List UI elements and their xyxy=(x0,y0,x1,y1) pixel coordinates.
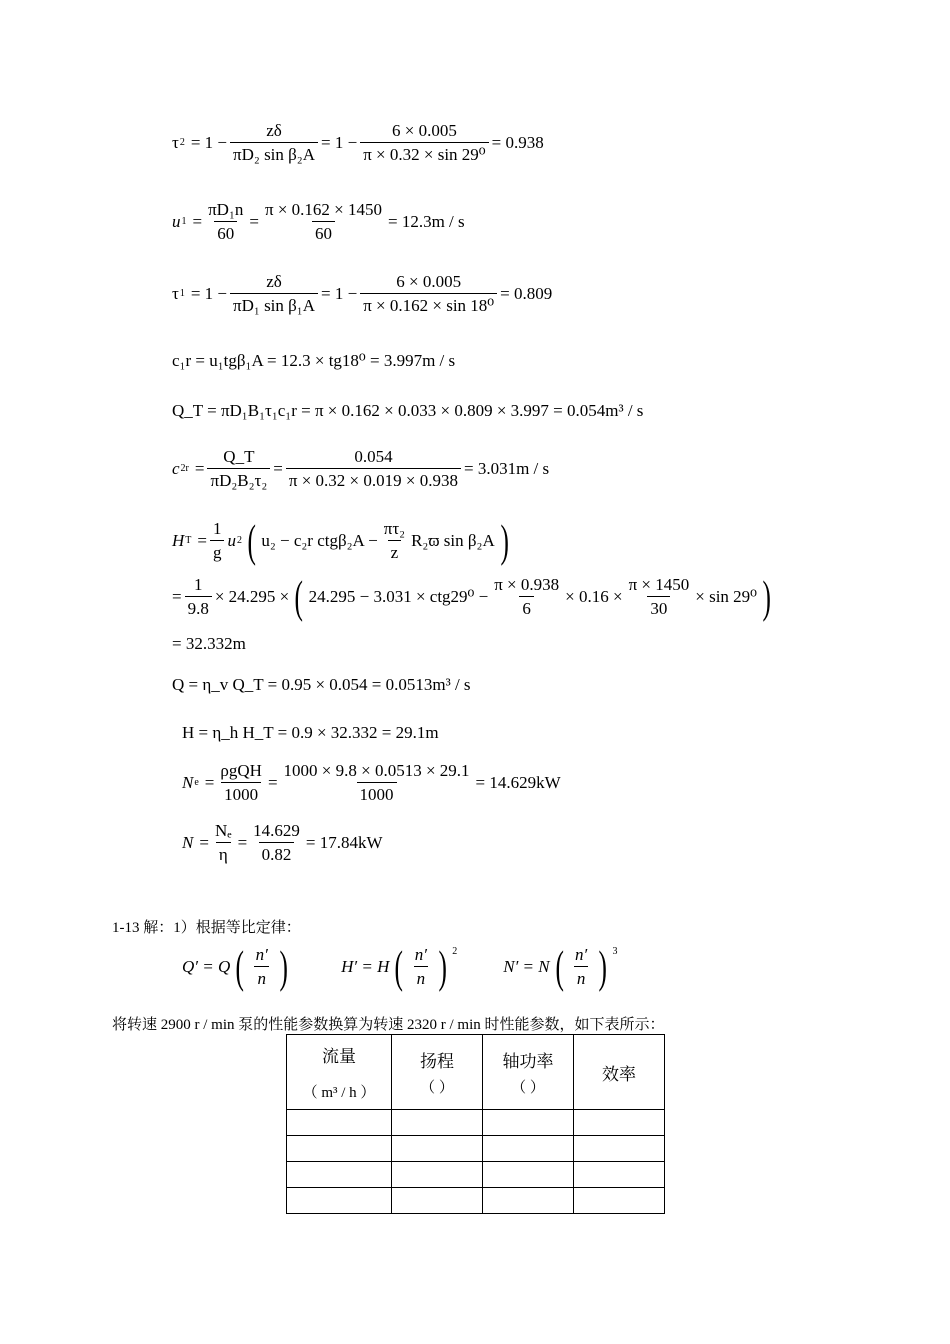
left-paren: ( xyxy=(235,941,245,992)
equation-QT xyxy=(172,402,643,419)
table-cell xyxy=(392,1188,483,1214)
numerator: Q_T xyxy=(223,447,255,466)
result: = 3.031m / s xyxy=(464,459,550,478)
table-row xyxy=(287,1110,665,1136)
equals: = xyxy=(192,212,203,231)
exponent: 2 xyxy=(452,945,458,957)
numerator: Nₑ xyxy=(214,821,232,840)
subscript: 2 xyxy=(179,136,185,148)
numerator: 1 xyxy=(212,519,222,539)
equation-text: × 24.295 × xyxy=(214,587,290,607)
equals: = xyxy=(194,459,205,478)
fraction xyxy=(212,822,235,863)
denominator: π × 0.32 × sin 29⁰ xyxy=(360,142,488,163)
fraction xyxy=(281,762,473,803)
table-header-row xyxy=(287,1035,665,1110)
equals: = xyxy=(197,531,207,551)
equation-u1 xyxy=(172,201,465,242)
right-paren: ) xyxy=(598,941,608,992)
fraction xyxy=(360,273,497,314)
denominator: 60 xyxy=(312,221,335,242)
symbol: u xyxy=(172,212,181,231)
fraction xyxy=(230,273,318,314)
fraction xyxy=(491,576,562,617)
result: = 32.332m xyxy=(172,634,246,653)
denominator: 9.8 xyxy=(185,596,212,617)
text: = 1 − xyxy=(190,133,228,152)
table-row xyxy=(287,1162,665,1188)
denominator: n xyxy=(574,966,589,987)
equation-text: Q_T = πD₁B₁τ₁c₁r = π × 0.162 × 0.033 × 0.809 × 3.997 = 0.054m³ / s xyxy=(172,401,644,420)
numerator: n′ xyxy=(414,945,427,965)
text: = 1 − xyxy=(321,133,358,152)
table-cell xyxy=(574,1110,665,1136)
denominator: 1000 xyxy=(357,782,397,803)
fraction xyxy=(205,201,246,242)
equation-H xyxy=(182,724,439,741)
table-cell xyxy=(287,1162,392,1188)
equation-text: Q = η_v Q_T = 0.95 × 0.054 = 0.0513m³ / s xyxy=(172,675,471,694)
denominator: 30 xyxy=(647,596,670,617)
fraction xyxy=(250,822,303,863)
left-paren: ( xyxy=(294,571,304,622)
symbol: τ xyxy=(172,284,179,303)
numerator: 6 × 0.005 xyxy=(396,272,462,291)
similarity-law xyxy=(182,941,618,992)
denominator: π × 0.162 × sin 18⁰ xyxy=(360,293,497,314)
left-paren: ( xyxy=(394,941,404,992)
symbol: N xyxy=(182,833,194,852)
denominator: n xyxy=(414,966,429,987)
equation-text: c₁r = u₁tgβ₁A = 12.3 × tg18⁰ = 3.997m / s xyxy=(172,351,456,370)
numerator: πD₁n xyxy=(208,200,244,219)
table-cell xyxy=(287,1188,392,1214)
numerator: n′ xyxy=(574,945,588,965)
fraction xyxy=(207,448,270,489)
equals: = xyxy=(267,773,278,792)
numerator: πτ₂ xyxy=(383,519,406,539)
fraction xyxy=(412,946,430,987)
denominator: 1000 xyxy=(221,782,261,803)
subscript: 1 xyxy=(181,215,187,227)
table-cell xyxy=(574,1188,665,1214)
result: = 12.3m / s xyxy=(388,212,465,231)
denominator: n xyxy=(254,966,269,987)
right-paren: ) xyxy=(279,941,288,992)
equation-Ne xyxy=(182,762,561,803)
denominator: πD₂B₂τ₂ xyxy=(207,468,270,489)
left-paren: ( xyxy=(247,515,256,566)
table-row xyxy=(287,1188,665,1214)
fraction xyxy=(286,448,461,489)
numerator: ρgQH xyxy=(220,761,262,780)
fraction xyxy=(381,520,408,561)
equation-text: × sin 29⁰ xyxy=(695,587,757,607)
right-paren: ) xyxy=(438,941,447,992)
numerator: n′ xyxy=(255,945,268,965)
equals: = xyxy=(273,459,283,478)
table-cell xyxy=(392,1110,483,1136)
symbol: u xyxy=(227,531,236,551)
equation-HT-line1 xyxy=(172,515,514,566)
equals: = xyxy=(237,833,248,852)
law-N: N′ = N xyxy=(503,957,550,977)
equation-N xyxy=(182,822,383,863)
table-cell xyxy=(287,1110,392,1136)
numerator: π × 0.938 xyxy=(494,575,560,595)
equation-text: × 0.16 × xyxy=(565,587,623,607)
equation-text: R₂ϖ sin β₂A xyxy=(411,531,495,551)
text: = 1 − xyxy=(321,284,358,303)
denominator: πD₁ sin β₁A xyxy=(230,293,318,314)
fraction xyxy=(360,122,488,163)
equals: = xyxy=(249,212,259,231)
section-heading: 1-13 解：1）根据等比定律： xyxy=(112,920,301,936)
right-paren: ) xyxy=(762,571,771,622)
subscript: e xyxy=(194,776,199,788)
header-unit: （ ） xyxy=(511,1080,545,1096)
equation-text: u₂ − c₂r ctgβ₂A − xyxy=(261,531,378,551)
table-cell xyxy=(483,1110,574,1136)
numerator: zδ xyxy=(266,121,282,140)
fraction xyxy=(262,201,385,242)
right-paren: ) xyxy=(500,515,509,566)
subscript: 2r xyxy=(180,462,189,474)
numerator: π × 0.162 × 1450 xyxy=(264,200,382,219)
equation-HT-line2 xyxy=(172,571,776,622)
fraction xyxy=(626,576,693,617)
header-efficiency xyxy=(574,1035,665,1110)
result: = 17.84kW xyxy=(305,833,383,852)
numerator: 14.629 xyxy=(253,821,300,840)
result: = 0.809 xyxy=(500,284,553,303)
equation-tau1 xyxy=(172,273,552,314)
text: = 1 − xyxy=(190,284,228,303)
header-label: 轴功率 xyxy=(502,1052,554,1071)
denominator: π × 0.32 × 0.019 × 0.938 xyxy=(286,468,461,489)
denominator: πD₂ sin β₂A xyxy=(230,142,318,163)
table-cell xyxy=(483,1162,574,1188)
header-label: 效率 xyxy=(602,1064,636,1084)
equation-tau2 xyxy=(172,122,544,163)
denominator: η xyxy=(216,842,231,863)
table-row xyxy=(287,1136,665,1162)
header-flow xyxy=(287,1035,392,1110)
symbol: H xyxy=(172,531,185,551)
subscript: 1 xyxy=(179,287,185,299)
fraction xyxy=(210,520,225,561)
table-cell xyxy=(287,1136,392,1162)
equals: = xyxy=(204,773,215,792)
exponent: 3 xyxy=(612,945,618,957)
header-unit: （ m³ / h ） xyxy=(302,1085,376,1101)
fraction xyxy=(217,762,265,803)
numerator: 1000 × 9.8 × 0.0513 × 29.1 xyxy=(283,761,470,780)
law-H: H′ = H xyxy=(341,957,390,977)
symbol: τ xyxy=(172,133,179,152)
table-cell xyxy=(392,1162,483,1188)
header-label: 流量 xyxy=(322,1047,356,1066)
numerator: 6 × 0.005 xyxy=(391,121,457,140)
equation-text: 24.295 − 3.031 × ctg29⁰ − xyxy=(308,587,489,607)
result: = 14.629kW xyxy=(475,773,561,792)
denominator: 60 xyxy=(214,221,237,242)
equals: = xyxy=(199,833,209,852)
equals: = xyxy=(172,587,182,607)
table-cell xyxy=(574,1162,665,1188)
numerator: 0.054 xyxy=(354,447,393,466)
denominator: g xyxy=(210,540,225,561)
denominator: 0.82 xyxy=(259,842,295,863)
conversion-text: 将转速 2900 r / min 泵的性能参数换算为转速 2320 r / min 时性能参数，如下表所示： xyxy=(112,1017,665,1033)
numerator: π × 1450 xyxy=(628,575,690,595)
denominator: 6 xyxy=(519,596,534,617)
numerator: zδ xyxy=(266,272,282,291)
header-unit: （ ） xyxy=(420,1080,454,1096)
header-shaft-power xyxy=(483,1035,574,1110)
performance-table xyxy=(286,1034,665,1214)
fraction xyxy=(230,122,318,163)
fraction xyxy=(185,576,212,617)
header-label: 扬程 xyxy=(420,1052,454,1071)
equation-text: H = η_h H_T = 0.9 × 32.332 = 29.1m xyxy=(182,723,439,742)
equation-HT-line3 xyxy=(172,635,246,652)
table-cell xyxy=(574,1136,665,1162)
equation-c1r xyxy=(172,352,455,369)
subscript: T xyxy=(185,534,192,546)
result: = 0.938 xyxy=(491,133,544,152)
table-cell xyxy=(483,1136,574,1162)
equation-c2r xyxy=(172,448,549,489)
symbol: c xyxy=(172,459,180,478)
law-Q: Q′ = Q xyxy=(182,957,231,977)
fraction xyxy=(253,946,271,987)
subscript: 2 xyxy=(236,534,242,546)
left-paren: ( xyxy=(555,941,564,992)
denominator: z xyxy=(388,540,402,561)
symbol: N xyxy=(182,773,194,792)
header-head xyxy=(392,1035,483,1110)
equation-Q xyxy=(172,676,471,693)
numerator: 1 xyxy=(193,575,203,595)
fraction xyxy=(572,946,590,987)
table-cell xyxy=(392,1136,483,1162)
table-cell xyxy=(483,1188,574,1214)
